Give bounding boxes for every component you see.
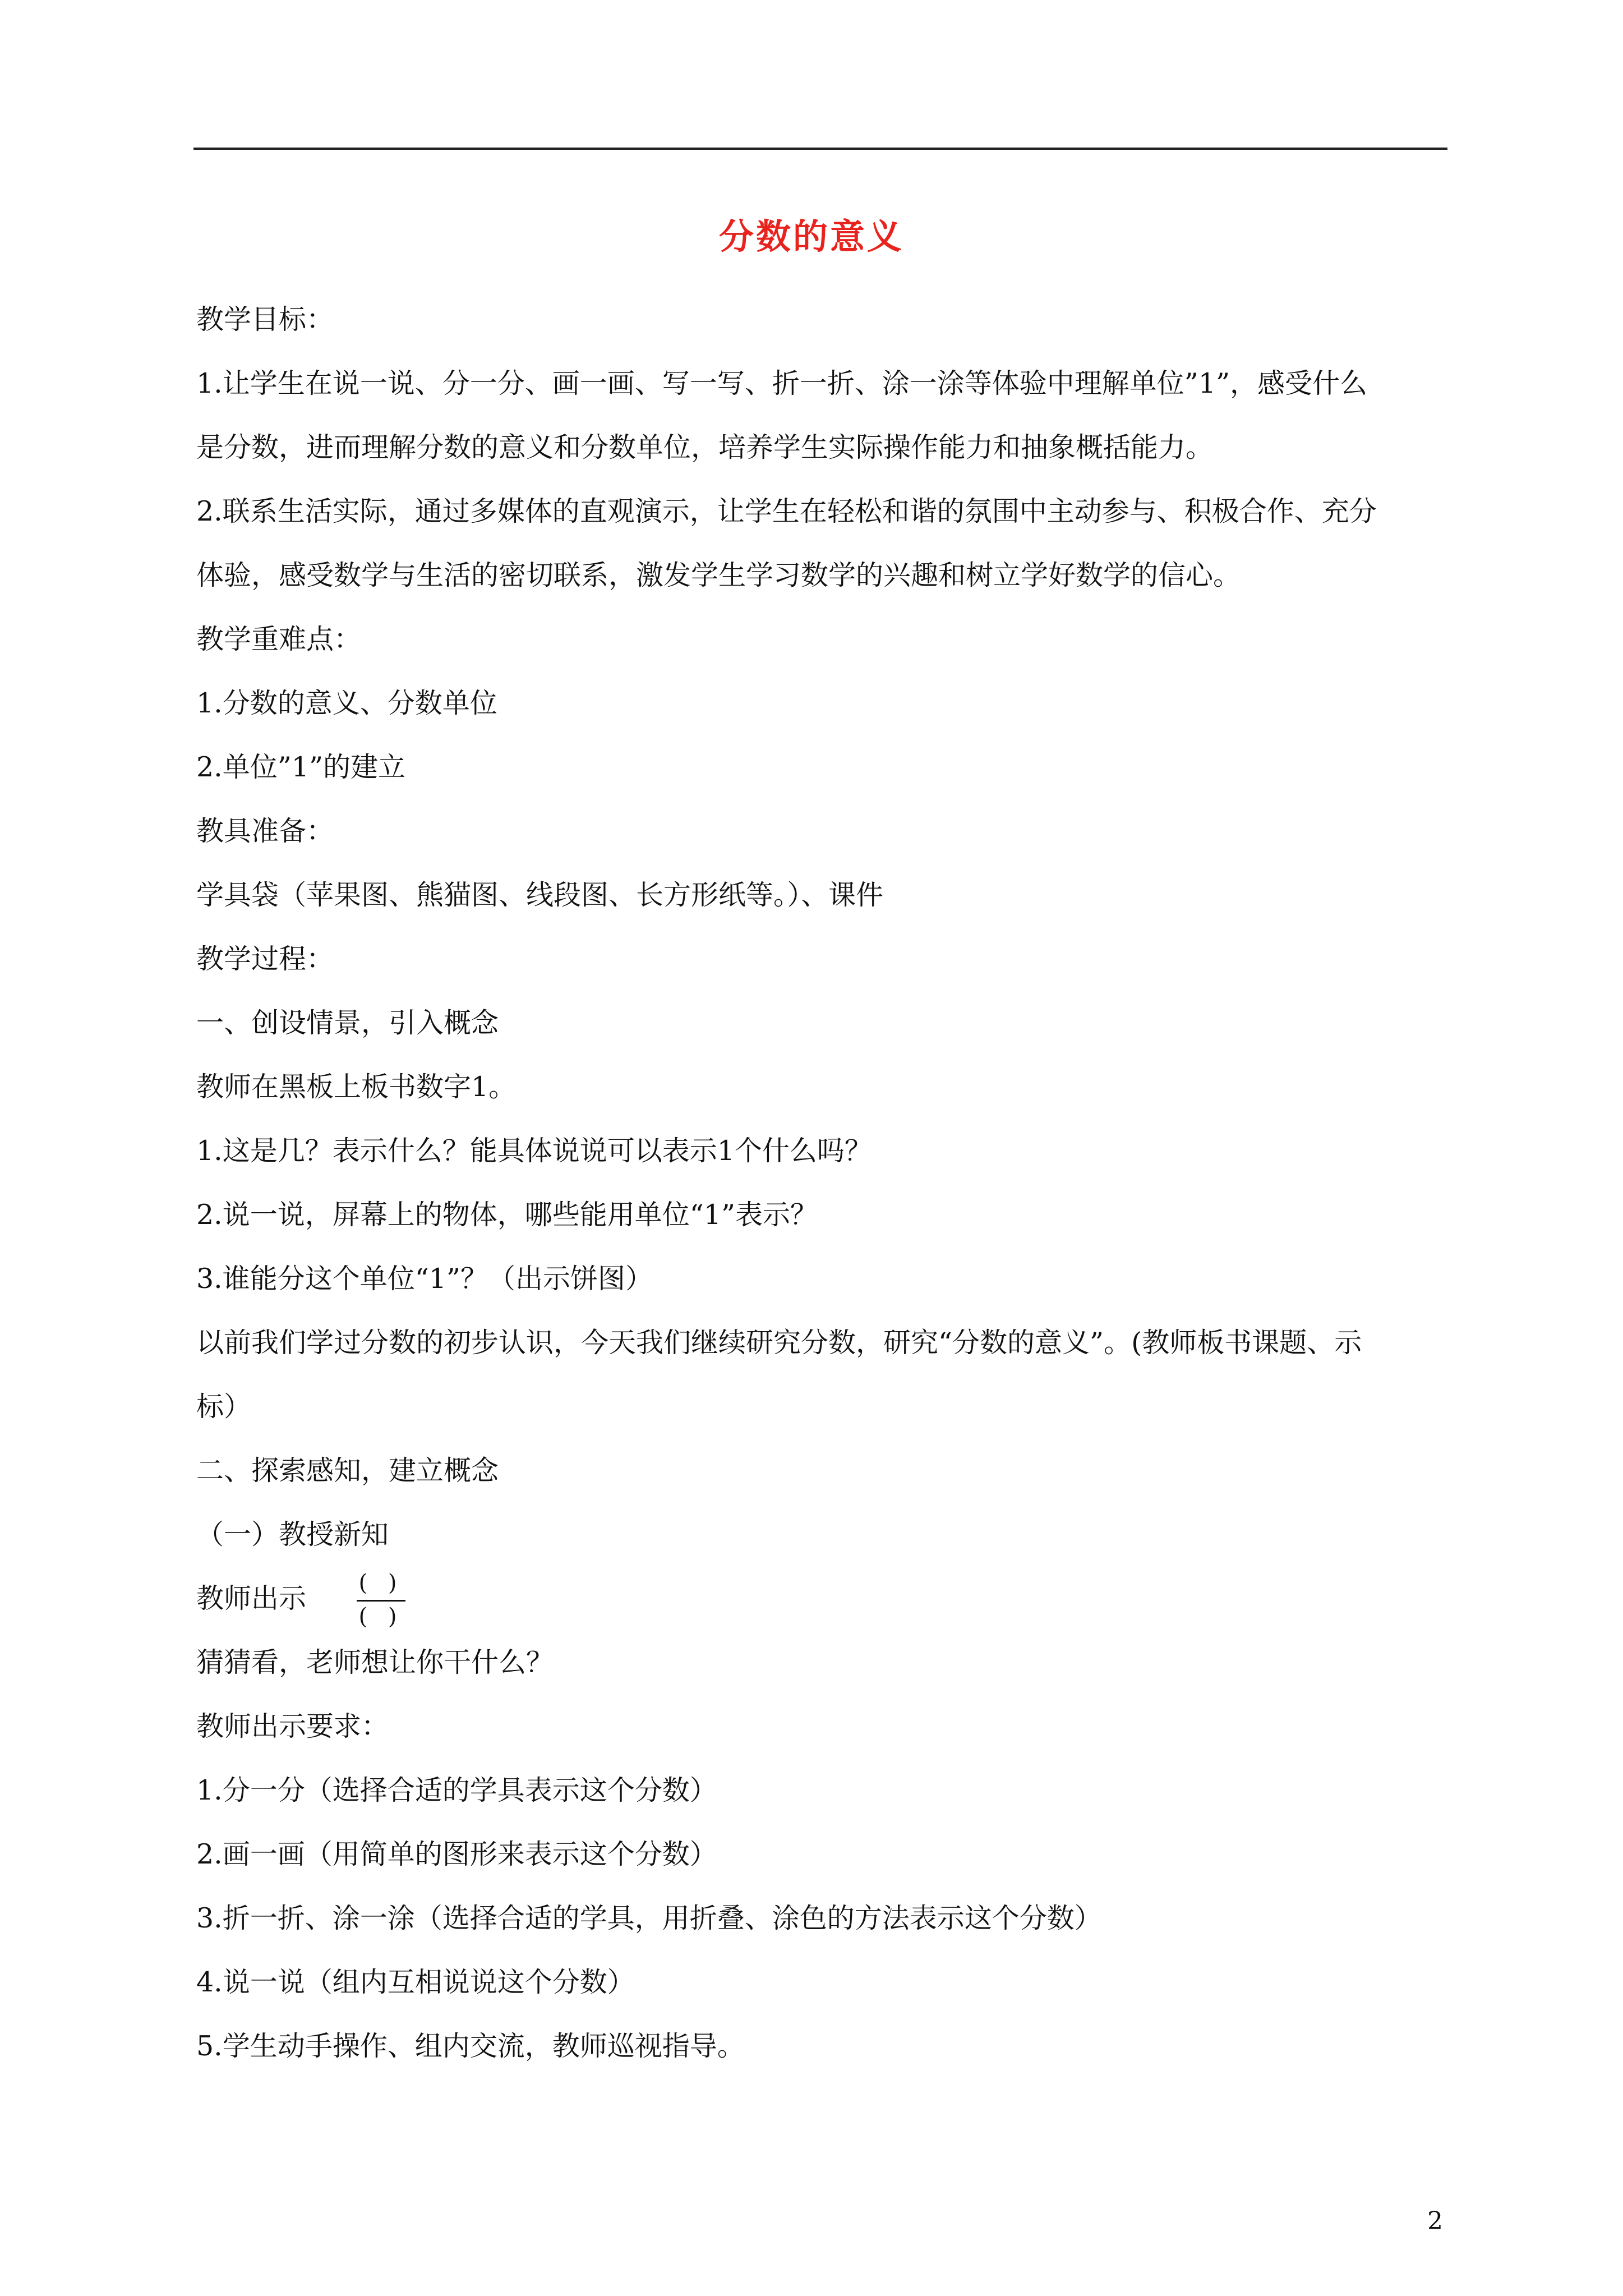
objective-2-line-1: 2.联系生活实际，通过多媒体的直观演示，让学生在轻松和谐的氛围中主动参与、积极合作、充分 [196,495,1377,527]
objective-1 [196,367,1450,464]
key-point-2: 2.单位”1”的建立 [196,751,406,783]
requirement-4: 4.说一说（组内互相说说这个分数） [196,1966,635,1998]
part-1-summary-line-2: 标） [196,1391,252,1423]
objectives-heading: 教学目标： [196,303,334,335]
objective-2-line-2: 体验，感受数学与生活的密切联系，激发学生学习数学的兴趣和树立学好数学的信心。 [196,559,1241,591]
objective-1-line-1: 1.让学生在说一说、分一分、画一画、写一写、折一折、涂一涂等体验中理解单位”1”，感受什么 [196,367,1368,399]
part-1-question-2: 2.说一说，屏幕上的物体，哪些能用单位“1”表示？ [196,1199,818,1231]
objective-1-line-2: 是分数，进而理解分数的意义和分数单位，培养学生实际操作能力和抽象概括能力。 [196,431,1214,463]
part-1-summary-line-1: 以前我们学过分数的初步认识，今天我们继续研究分数，研究“分数的意义”。(教师板书课题、示 [196,1327,1362,1359]
document-title: 分数的意义 [718,216,904,257]
blank-fraction [354,1571,408,1634]
key-points-heading: 教学重难点： [196,623,362,655]
process-heading: 教学过程： [196,943,334,975]
part-1-summary [196,1326,1450,1424]
teacher-shows-fraction [196,1570,1450,1630]
part-1-question-1: 1.这是几？表示什么？能具体说说可以表示1个什么吗？ [196,1135,872,1167]
requirement-3: 3.折一折、涂一涂（选择合适的学具，用折叠、涂色的方法表示这个分数） [196,1902,1102,1934]
header-rule [193,148,1447,150]
part-1-heading: 一、创设情景，引入概念 [196,1007,499,1039]
requirement-2: 2.画一画（用简单的图形来表示这个分数） [196,1838,717,1870]
page-number: 2 [1427,2207,1443,2235]
objective-2 [196,495,1450,592]
requirements-heading: 教师出示要求： [196,1710,389,1742]
requirement-5: 5.学生动手操作、组内交流，教师巡视指导。 [196,2030,745,2062]
fraction-numerator: ( ) [358,1570,404,1596]
part-1-question-3: 3.谁能分这个单位“1”？（出示饼图） [196,1263,653,1295]
guess-prompt: 猜猜看，老师想让你干什么？ [196,1646,554,1678]
key-point-1: 1.分数的意义、分数单位 [196,687,497,719]
document-body [196,303,1450,2093]
part-2-heading: 二、探索感知，建立概念 [196,1455,499,1487]
materials-heading: 教具准备： [196,815,334,847]
part-1-intro: 教师在黑板上板书数字1。 [196,1071,517,1103]
fraction-denominator: ( ) [358,1604,404,1630]
requirement-1: 1.分一分（选择合适的学具表示这个分数） [196,1774,717,1806]
part-2-sub-heading: （一）教授新知 [196,1519,389,1550]
fraction-bar [357,1600,405,1602]
materials-text: 学具袋（苹果图、熊猫图、线段图、长方形纸等。）、课件 [196,879,884,911]
teacher-shows-label: 教师出示 [196,1582,307,1614]
